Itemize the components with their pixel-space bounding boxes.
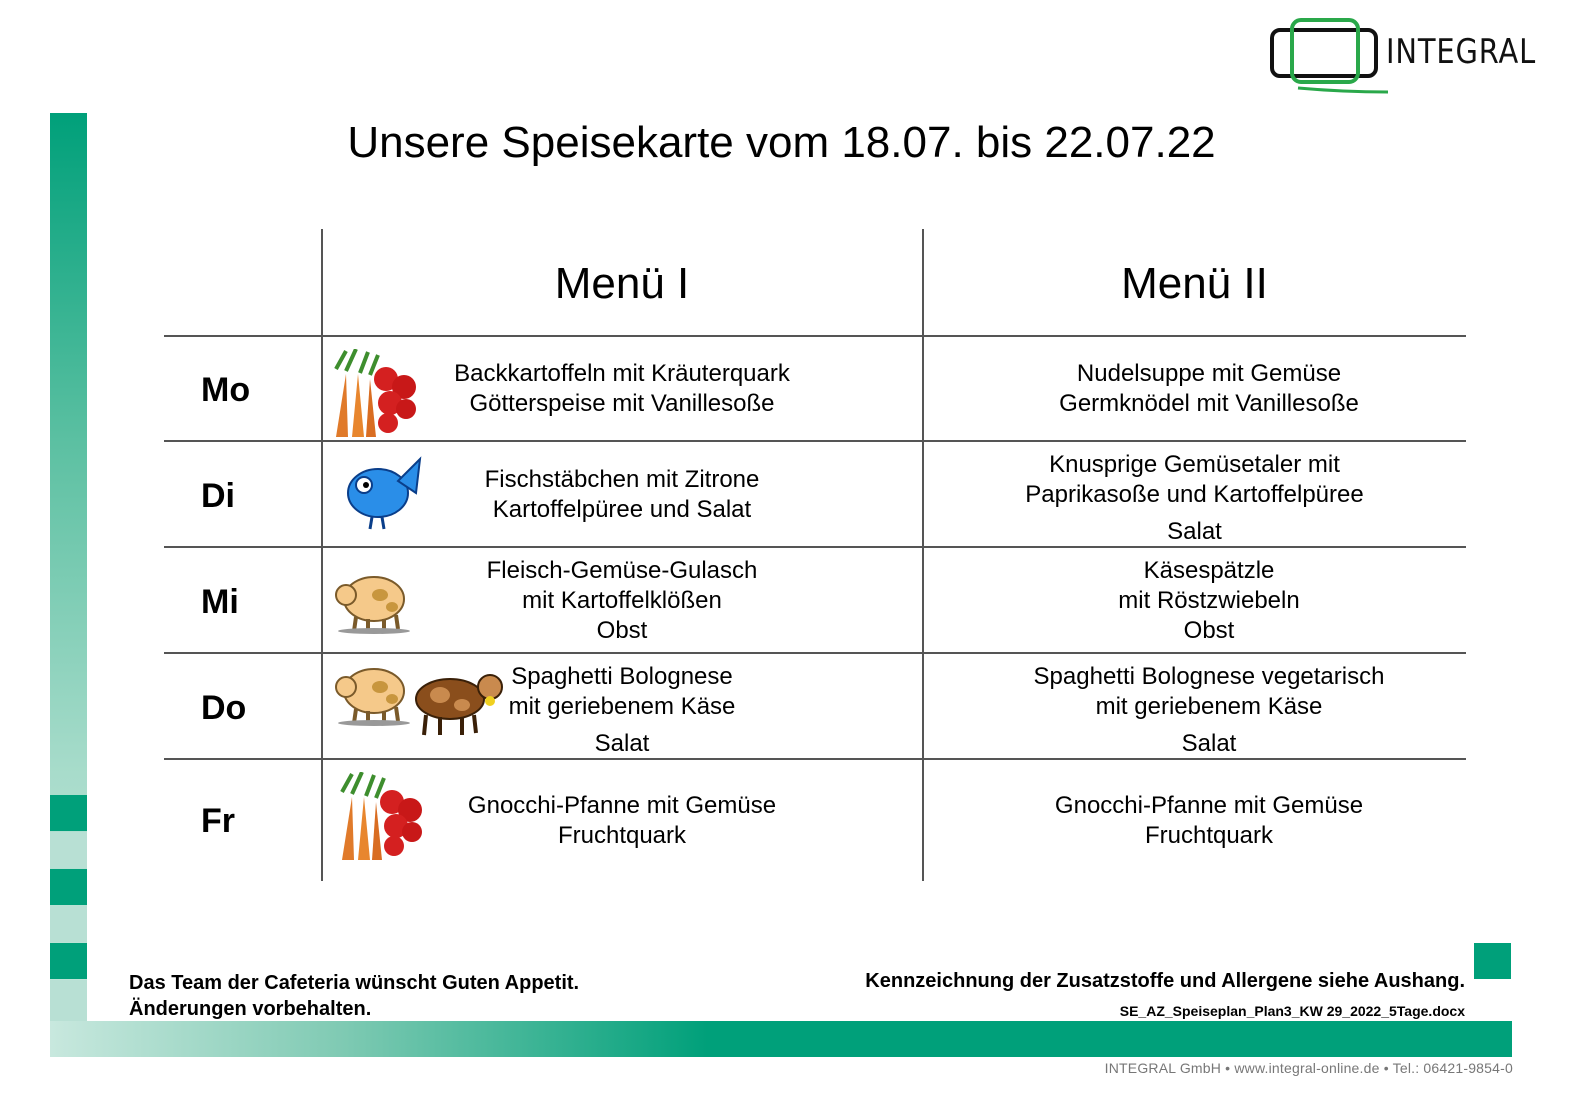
table-rule — [164, 652, 1466, 654]
dish-line: mit Kartoffelklößen — [522, 587, 722, 614]
dish-line: Käsespätzle — [1143, 557, 1275, 584]
dish-line: Obst — [1183, 617, 1235, 644]
dish-line: Salat — [594, 730, 650, 757]
footer-note — [129, 970, 579, 1022]
menu2-cell-mi — [923, 556, 1495, 646]
left-decor-block — [50, 795, 87, 831]
dish-line: Salat — [1167, 518, 1222, 545]
left-decor-block — [50, 943, 87, 979]
dish-line: Fruchtquark — [1144, 822, 1274, 849]
dish-line: Salat — [1181, 730, 1237, 757]
dish-line: Knusprige Gemüsetaler mit — [1049, 451, 1340, 478]
dish-line: Fruchtquark — [557, 822, 687, 849]
dish-line: Nudelsuppe mit Gemüse — [1076, 360, 1342, 387]
dish-line: Gnocchi-Pfanne mit Gemüse — [467, 792, 777, 819]
menu2-cell-fr — [923, 791, 1495, 851]
dish-line: Fischstäbchen mit Zitrone — [484, 466, 760, 493]
menu1-cell-mi — [322, 556, 922, 646]
day-label-fr: Fr — [201, 802, 235, 840]
menu1-cell-do — [322, 662, 922, 759]
menu1-cell-mo — [322, 359, 922, 419]
day-label-mi: Mi — [201, 583, 239, 621]
footer-greeting: Das Team der Cafeteria wünscht Guten Appetit. — [129, 972, 580, 994]
dish-line: mit geriebenem Käse — [508, 693, 736, 720]
dish-line: Fleisch-Gemüse-Gulasch — [486, 557, 758, 584]
bottom-decor-bar — [50, 1021, 1512, 1057]
dish-line: Backkartoffeln mit Kräuterquark — [454, 360, 790, 387]
menu2-header: Menü II — [1121, 259, 1268, 308]
dish-line: Obst — [596, 617, 648, 644]
left-decor-block — [50, 980, 87, 1021]
table-divider — [321, 229, 323, 881]
day-label-di: Di — [201, 477, 235, 515]
integral-logo — [1268, 16, 1548, 96]
dish-line: Kartoffelpüree und Salat — [492, 496, 752, 523]
day-label-do: Do — [201, 689, 247, 727]
dish-line: Spaghetti Bolognese vegetarisch — [1033, 663, 1385, 690]
page-title: Unsere Speisekarte vom 18.07. bis 22.07.22 — [347, 118, 1216, 167]
logo-mark-icon — [1268, 16, 1388, 96]
corner-decor-block — [1474, 943, 1511, 979]
menu-table — [164, 229, 1466, 881]
menu1-cell-fr — [322, 791, 922, 851]
company-imprint: INTEGRAL GmbH • www.integral-online.de • Tel.: 06421-9854-0 — [1104, 1060, 1513, 1076]
dish-line: Götterspeise mit Vanillesoße — [469, 390, 775, 417]
left-decor-block — [50, 869, 87, 905]
left-decor-block — [50, 832, 87, 868]
dish-line: mit geriebenem Käse — [1095, 693, 1323, 720]
allergen-note: Kennzeichnung der Zusatzstoffe und Allergene siehe Aushang. — [865, 970, 1465, 992]
document-filename: SE_AZ_Speiseplan_Plan3_KW 29_2022_5Tage.docx — [1119, 1003, 1465, 1019]
dish-line: Gnocchi-Pfanne mit Gemüse — [1054, 792, 1364, 819]
menu2-cell-mo — [923, 359, 1495, 419]
menu1-header: Menü I — [554, 259, 690, 308]
table-divider — [922, 229, 924, 881]
table-rule — [164, 440, 1466, 442]
dish-line: mit Röstzwiebeln — [1118, 587, 1300, 614]
dish-line: Spaghetti Bolognese — [511, 663, 733, 690]
left-decor-block — [50, 906, 87, 942]
dish-line: Germknödel mit Vanillesoße — [1059, 390, 1359, 417]
logo-text: INTEGRAL — [1386, 32, 1537, 72]
day-label-mo: Mo — [201, 371, 251, 409]
footer-disclaimer: Änderungen vorbehalten. — [129, 998, 372, 1020]
menu1-cell-di — [322, 465, 922, 525]
table-rule — [164, 335, 1466, 337]
dish-line: Paprikasoße und Kartoffelpüree — [1025, 481, 1364, 508]
menu2-cell-do — [923, 662, 1495, 759]
menu2-cell-di — [923, 450, 1466, 547]
